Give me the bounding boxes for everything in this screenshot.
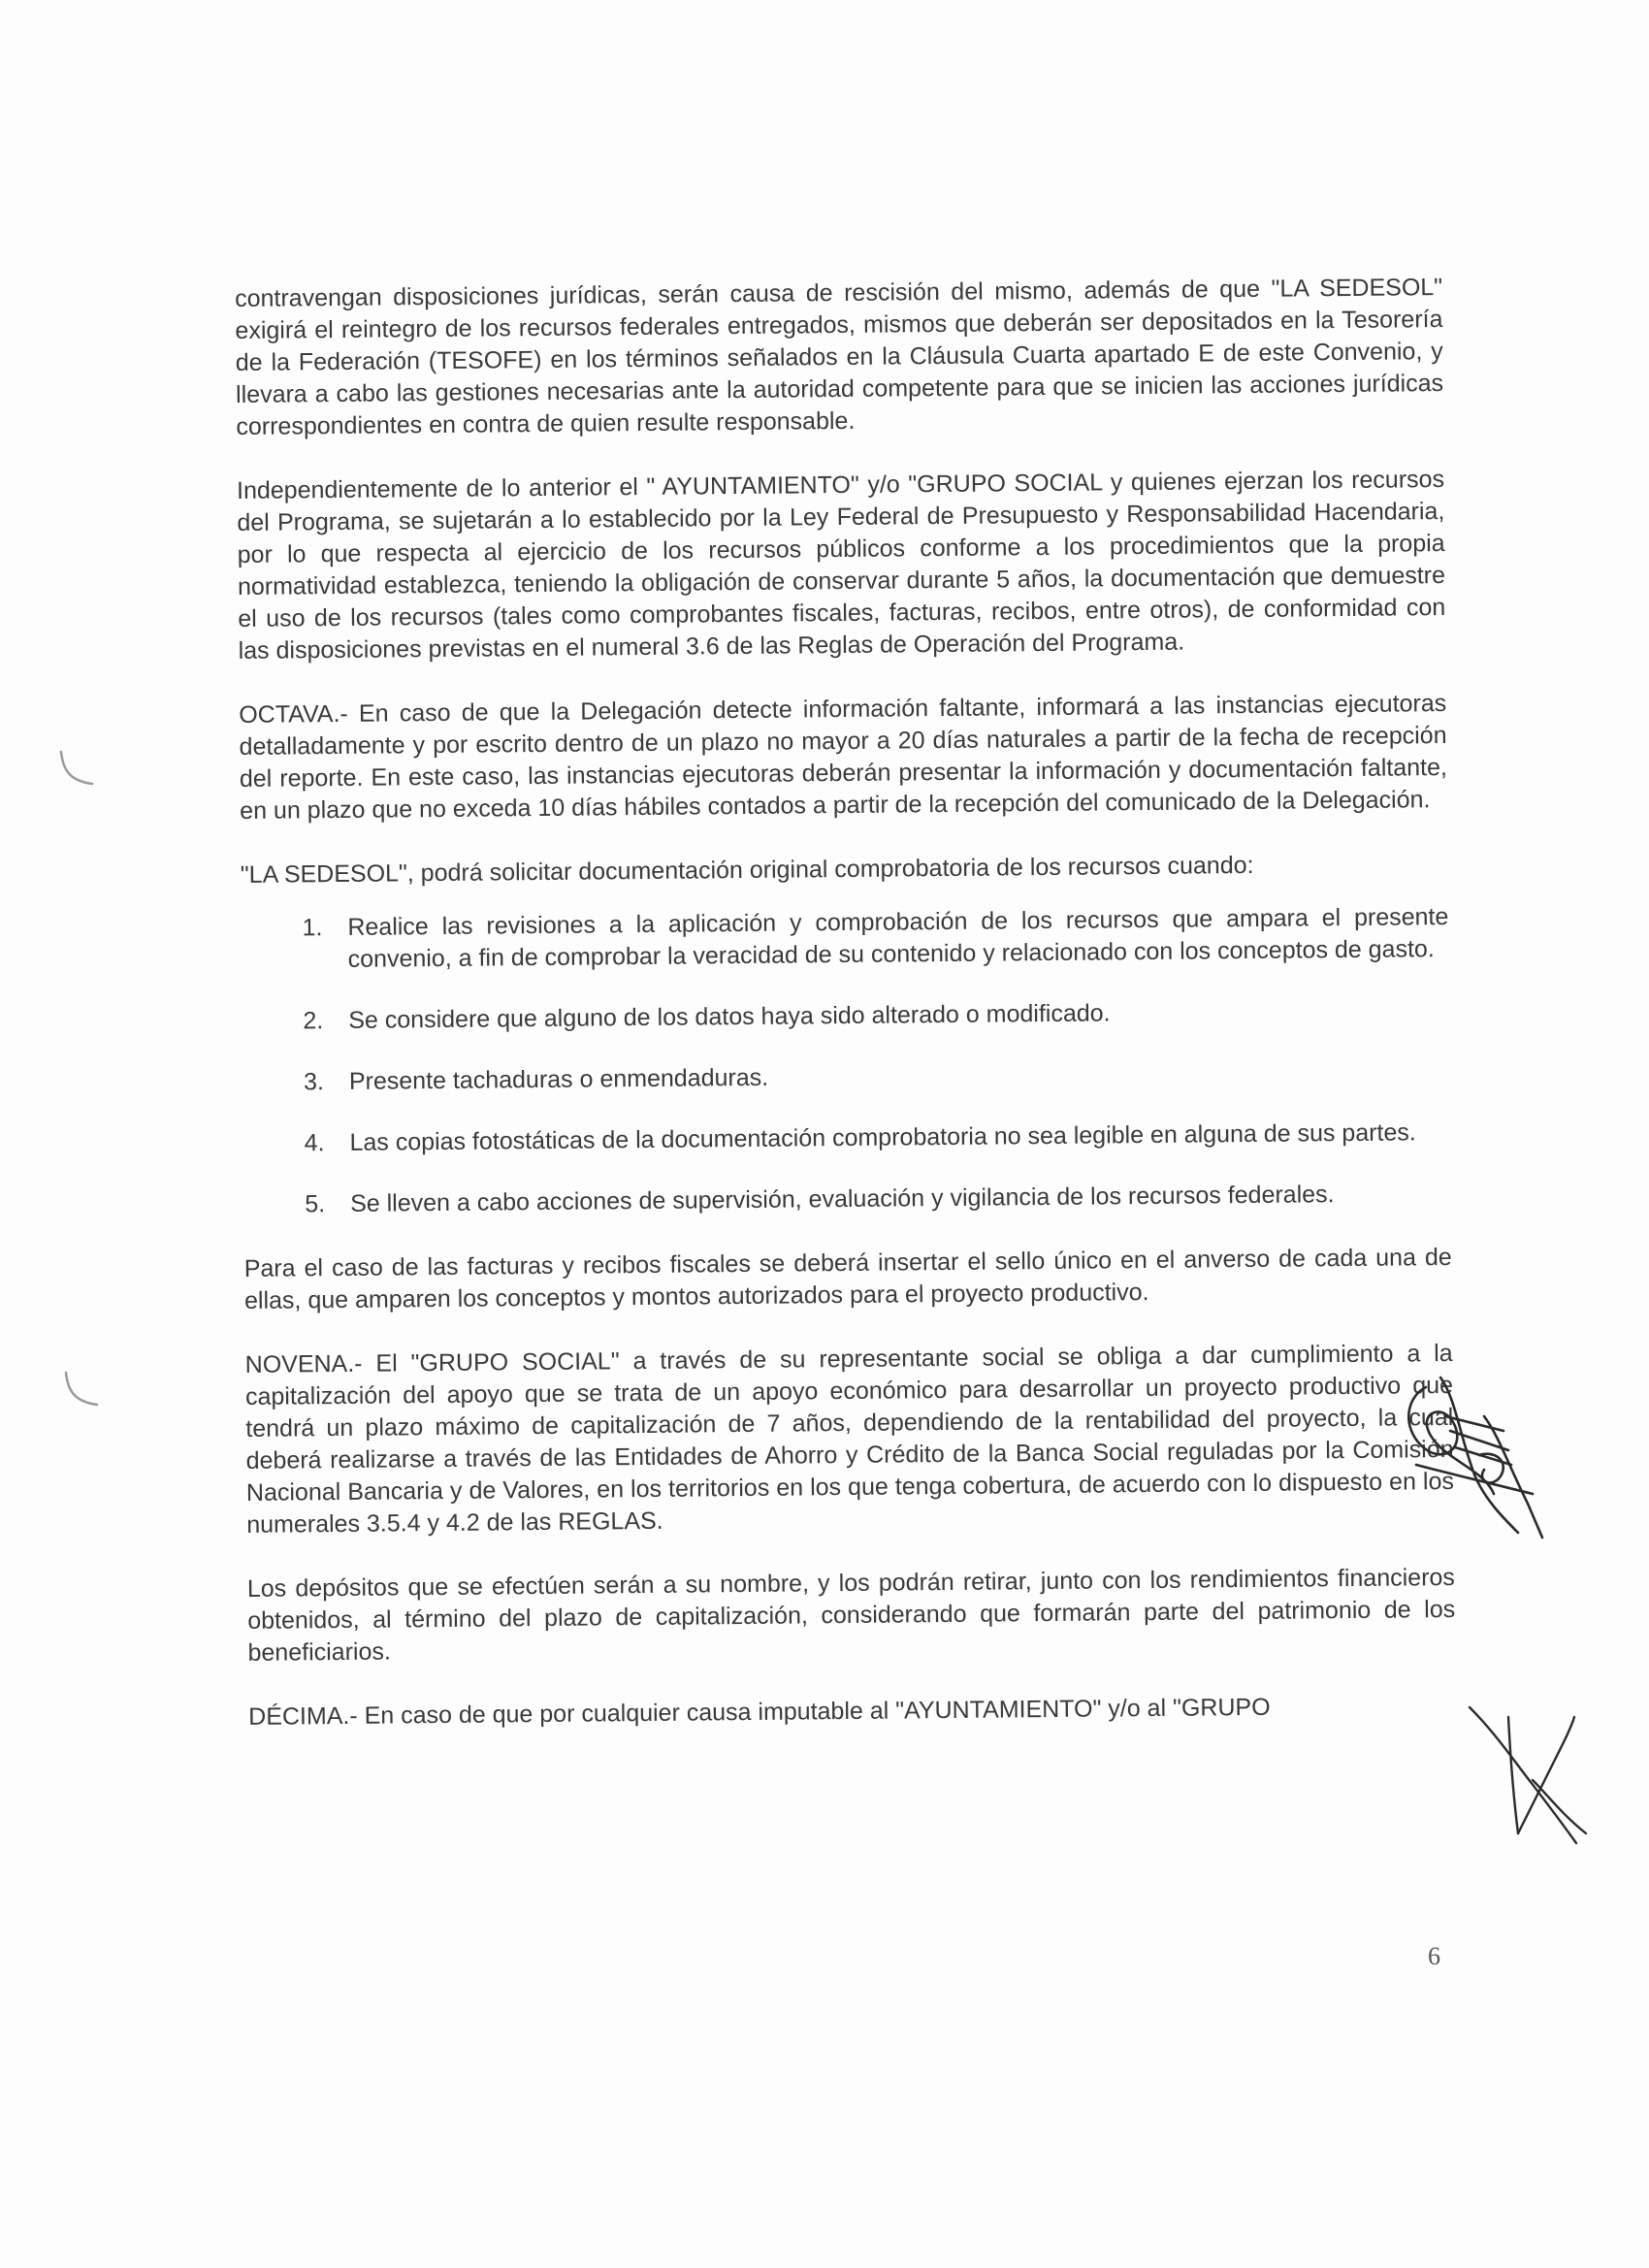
list-item-number: 4. [304, 1129, 325, 1157]
list-item-number: 3. [303, 1068, 325, 1096]
conditions-list [241, 901, 1451, 1221]
list-item [241, 901, 1449, 977]
list-item-text: Se lleven a cabo acciones de supervisión, evaluación y vigilancia de los recursos federales. [349, 1181, 1335, 1217]
paragraph-decima: DÉCIMA.- En caso de que por cualquier causa imputable al "AYUNTAMIENTO" y/o al "GRUPO [248, 1693, 1271, 1731]
list-item [243, 1178, 1451, 1221]
paragraph-sedesol-request: "LA SEDESOL", podrá solicitar documentación original comprobatoria de los recursos cuando: [240, 851, 1254, 889]
list-item-text: Las copias fotostáticas de la documentación comprobatoria no sea legible en alguna de sus partes. [349, 1118, 1416, 1156]
list-item-number: 1. [302, 914, 323, 942]
list-item [242, 1055, 1450, 1099]
binder-mark-lower [58, 1368, 107, 1416]
document-body [235, 272, 1457, 1766]
paragraph-invoices: Para el caso de las facturas y recibos fiscales se deberá insertar el sello único en el anverso de cada una de ellas, que amparen los conceptos y montos autorizados para el proyecto productivo. [243, 1244, 1452, 1314]
list-item [242, 1117, 1450, 1160]
paragraph-rescission: contravengan disposiciones jurídicas, serán causa de rescisión del mismo, además de que "LA SEDESOL" exigirá el reintegro de los recursos federales entregados, mismos que deberán ser depositados en la Tesorería de la Federación (TESOFE) en los términos señalados en la Cláusula Cuarta apartado E de este Convenio, y llevara a cabo las gestiones necesarias ante la autoridad competente para que se inicien las acciones jurídicas correspondientes en contra de quien resulte responsable. [235, 274, 1444, 440]
paragraph-octava: OCTAVA.- En caso de que la Delegación detecte información faltante, informará a las instancias ejecutoras detalladamente y por escrito dentro de un plazo no mayor a 20 días naturales a partir de la fecha de recepción del reporte. En este caso, las instancias ejecutoras deberán presentar la información y documentación faltante, en un plazo que no exceda 10 días hábiles contados a partir de la recepción del comunicado de la Delegación. [239, 690, 1447, 825]
signature-mark-lower [1460, 1688, 1596, 1853]
list-item [242, 994, 1449, 1038]
list-item-text: Presente tachaduras o enmendaduras. [348, 1063, 769, 1095]
list-item-text: Se considere que alguno de los datos haya sido alterado o modificado. [348, 999, 1111, 1034]
list-item-number: 2. [303, 1007, 324, 1035]
paragraph-deposits: Los depósitos que se efectúen serán a su nombre, y los podrán retirar, junto con los rendimientos financieros obtenidos, al término del plazo de capitalización, considerando que formarán parte del patrimonio de los beneficiarios. [246, 1563, 1456, 1667]
list-item-text: Realice las revisiones a la aplicación y comprobación de los recursos que ampara el presente convenio, a fin de comprobar la veracidad de su contenido y relacionado con los conceptos de gasto. [347, 903, 1449, 973]
paragraph-novena: NOVENA.- El "GRUPO SOCIAL" a través de su representante social se obliga a dar cumplimiento a la capitalización del apoyo que se trata de un apoyo económico para desarrollar un proyecto productivo que tendrá un plazo máximo de capitalización de 7 años, dependiendo de la rentabilidad del proyecto, la cual deberá realizarse a través de las Entidades de Ahorro y Crédito de la Banca Social reguladas por la Comisión Nacional Bancaria y de Valores, en los territorios en los que tenga cobertura, de acuerdo con lo dispuesto en los numerales 3.5.4 y 4.2 de las REGLAS. [244, 1339, 1455, 1539]
binder-mark-upper [53, 747, 102, 795]
paragraph-independently: Independientemente de lo anterior el " AYUNTAMIENTO" y/o "GRUPO SOCIAL y quienes ejerzan los recursos del Programa, se sujetarán a lo establecido por la Ley Federal de Presupuesto y Responsabilidad Hacendaria, por lo que respecta al ejercicio de los recursos públicos conforme a los procedimientos que la propia normatividad establezca, teniendo la obligación de conservar durante 5 años, la documentación que demuestre el uso de los recursos (tales como comprobantes fiscales, facturas, recibos, entre otros), de conformidad con las disposiciones previstas en el numeral 3.6 de las Reglas de Operación del Programa. [236, 466, 1446, 664]
page-number: 6 [1428, 1942, 1440, 1970]
list-item-number: 5. [305, 1190, 326, 1218]
